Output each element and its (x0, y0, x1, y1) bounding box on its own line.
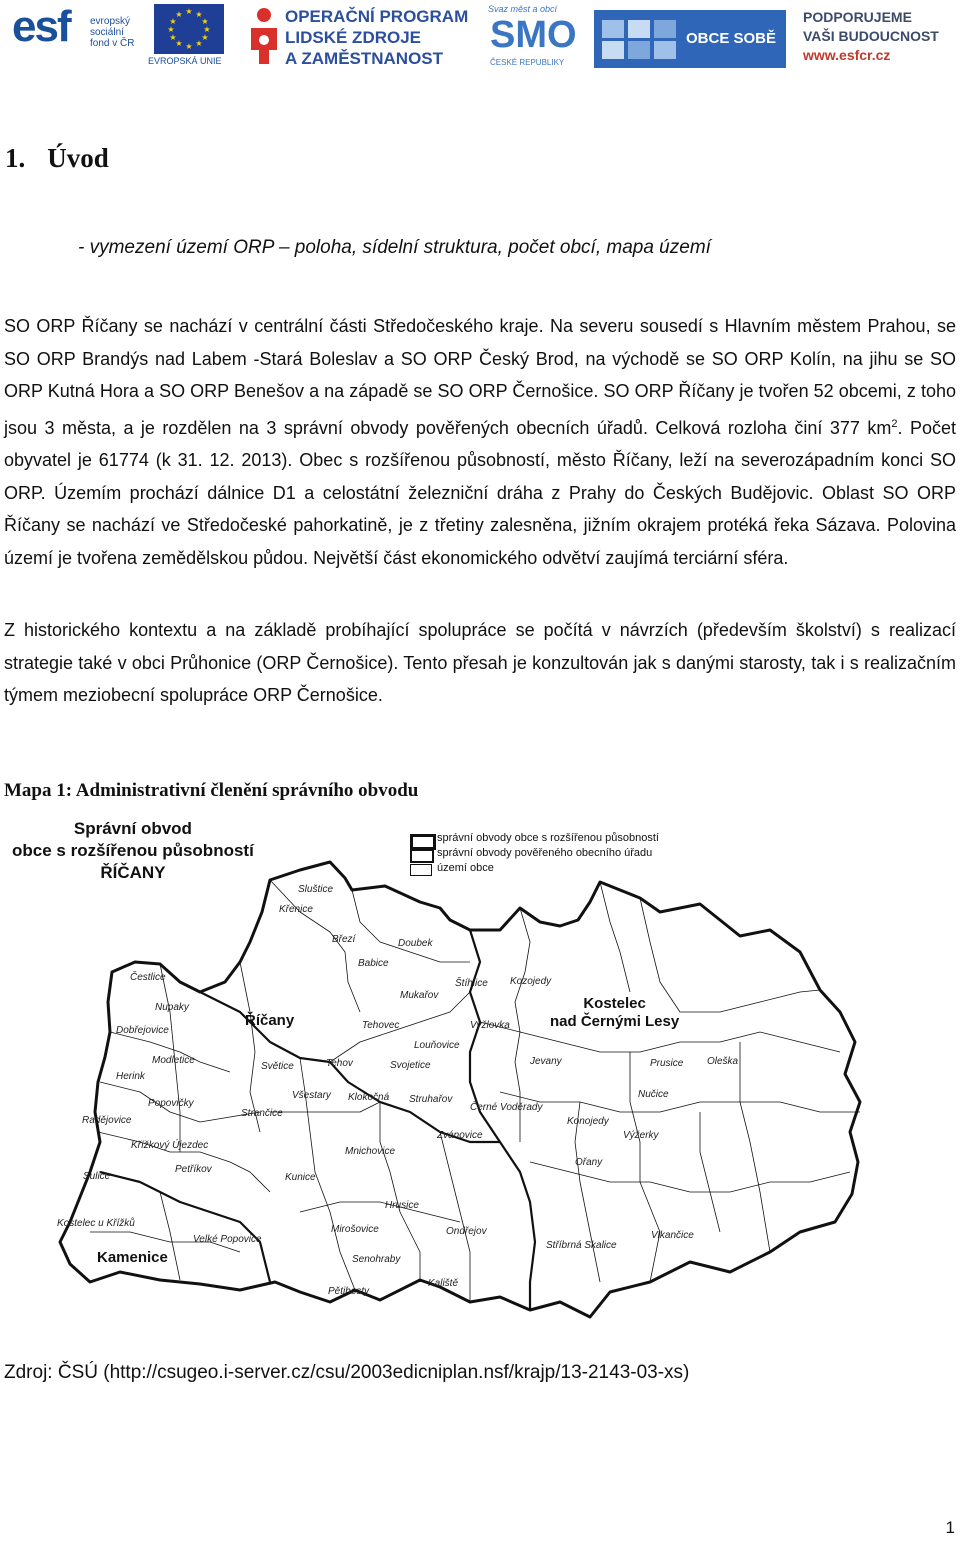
intro-superscript: 2 (891, 417, 898, 430)
municipality-label: Tehovec (362, 1020, 400, 1031)
svg-text:★: ★ (175, 39, 183, 48)
municipality-label: Kunice (285, 1172, 316, 1183)
map-title (12, 818, 254, 884)
podporujeme-logo (803, 8, 953, 68)
svg-text:★: ★ (175, 10, 183, 19)
eu-logo (148, 2, 233, 70)
municipality-label: Ořany (575, 1157, 603, 1168)
eu-label: EVROPSKÁ UNIE (148, 56, 222, 66)
svg-text:★: ★ (195, 39, 203, 48)
legend-swatch (410, 864, 432, 876)
op-line: LIDSKÉ ZDROJE (285, 28, 422, 47)
esf-logo (8, 2, 143, 70)
municipality-label: Mirošovice (331, 1224, 379, 1235)
svg-text:★: ★ (201, 33, 209, 42)
municipality-label: Doubek (398, 938, 433, 949)
municipality-label: Vlkančice (651, 1230, 694, 1241)
municipality-label: Popovičky (148, 1098, 194, 1109)
smo-big: SMO (490, 14, 577, 56)
municipality-label: Nučice (638, 1089, 669, 1100)
municipality-label: Křížkový Újezdec (131, 1140, 209, 1151)
smo-logo (486, 2, 576, 72)
municipality-label: Křenice (279, 904, 313, 915)
municipality-label: Strančice (241, 1108, 283, 1119)
obce-sobe-label: OBCE SOBĚ (686, 30, 777, 47)
municipality-label: Jevany (530, 1056, 562, 1067)
municipality-label: Louňovice (414, 1040, 460, 1051)
municipality-label: Oleška (707, 1056, 739, 1067)
podporujeme-line: PODPORUJEME (803, 9, 912, 25)
municipality-label: Herink (116, 1071, 145, 1082)
municipality-label: Zvánovice (437, 1130, 483, 1141)
kostelec-line: Kostelec (583, 995, 646, 1012)
municipality-label: Světice (261, 1061, 294, 1072)
municipality-label: Tehov (326, 1058, 353, 1069)
map-caption: Mapa 1: Administrativní členění správního obvodu (4, 780, 419, 801)
logo-banner (0, 0, 960, 75)
municipality-label: Čestlice (130, 972, 166, 983)
map-title-line: ŘÍČANY (100, 863, 166, 882)
municipality-label: Modletice (152, 1055, 195, 1066)
municipality-label: Pětihosty (328, 1286, 370, 1297)
op-line: A ZAMĚSTNANOST (285, 49, 444, 68)
obce-sobe-logo (594, 10, 786, 68)
administrative-map (0, 812, 960, 1322)
municipality-label: Hrusice (385, 1200, 419, 1211)
smo-top: Svaz měst a obcí (488, 4, 558, 14)
eu-flag-icon (154, 4, 224, 54)
esf-line: sociální (90, 27, 124, 38)
municipality-label: Struhařov (409, 1094, 453, 1105)
municipality-label: Nupaky (155, 1002, 189, 1013)
town-label-kostelec (550, 995, 679, 1031)
municipality-label: Vyžlovka (470, 1020, 510, 1031)
municipality-label: Štíhlice (455, 978, 488, 989)
municipality-label: Výžerky (623, 1130, 659, 1141)
op-logo (243, 2, 483, 72)
town-label-ricany: Říčany (245, 1012, 295, 1029)
map-title-line: Správní obvod (73, 819, 192, 838)
esfcr-url: www.esfcr.cz (803, 47, 891, 63)
municipality-label: Klokočná (348, 1092, 390, 1103)
svg-text:★: ★ (203, 25, 211, 34)
svg-text:★: ★ (167, 25, 175, 34)
municipality-label: Kozojedy (510, 976, 552, 987)
municipality-label: Konojedy (567, 1116, 609, 1127)
municipality-label: Sluštice (298, 884, 334, 895)
municipality-label: Kostelec u Křížků (57, 1218, 135, 1229)
municipality-label: Dobřejovice (116, 1025, 169, 1036)
smo-sub: ČESKÉ REPUBLIKY (490, 58, 565, 67)
section-title: Úvod (47, 143, 109, 173)
municipality-label: Svojetice (390, 1060, 431, 1071)
puzzle-icon (600, 16, 680, 62)
legend-label: správní obvody pověřeného obecního úřadu (437, 847, 653, 859)
town-label-kamenice: Kamenice (97, 1249, 168, 1266)
intro-paragraph (4, 310, 956, 574)
podporujeme-line: VAŠI BUDOUCNOST (803, 28, 939, 44)
municipality-label: Mukařov (400, 990, 439, 1001)
legend-label: správní obvody obce s rozšířenou působností (437, 832, 659, 844)
municipality-label: Všestary (292, 1090, 331, 1101)
svg-text:★: ★ (169, 33, 177, 42)
municipality-label: Velké Popovice (193, 1234, 262, 1245)
esf-line: evropský (90, 16, 131, 27)
svg-text:★: ★ (201, 17, 209, 26)
municipality-label: Mnichovice (345, 1146, 396, 1157)
municipality-label: Březí (332, 934, 356, 945)
svg-text:★: ★ (185, 42, 193, 51)
svg-text:★: ★ (185, 7, 193, 16)
people-icon (247, 6, 281, 66)
municipality-label: Ondřejov (446, 1226, 487, 1237)
context-paragraph: Z historického kontextu a na základě probíhající spolupráce se počítá v návrzích (především školství) s realizací strategie také v obci Průhonice (ORP Černošice). Tento přesah je konzultován jak s danými starosty, tak i s realizačním týmem meziobecní spolupráce ORP Černošice. (4, 620, 956, 705)
municipality-label: Babice (358, 958, 389, 969)
map-drawing (0, 812, 960, 1322)
source-note: Zdroj: ČSÚ (http://csugeo.i-server.cz/csu/2003edicniplan.nsf/krajp/13-2143-03-xs) (4, 1362, 690, 1383)
svg-text:★: ★ (195, 10, 203, 19)
legend-label: území obce (437, 862, 494, 874)
section-heading (5, 143, 109, 174)
svg-text:★: ★ (169, 17, 177, 26)
section-subtitle: - vymezení území ORP – poloha, sídelní struktura, počet obcí, mapa území (78, 237, 711, 258)
municipality-label: Prusice (650, 1058, 684, 1069)
municipality-label: Sulice (83, 1171, 111, 1182)
municipality-label: Senohraby (352, 1254, 401, 1265)
intro-text-part1: SO ORP Říčany se nachází v centrální části Středočeského kraje. Na severu sousedí s Hlavním městem Prahou, se SO ORP Brandýs nad Labem -Stará Boleslav a SO ORP Český Brod, na východě se SO ORP Kolín, na jihu se SO ORP Kutná Hora a SO ORP Benešov a na západě se SO ORP Černošice. SO ORP Říčany je tvořen 52 obcemi, z toho jsou 3 města, a je rozdělen na 3 správní obvody pověřených obecních úřadů. Celková rozloha činí 377 km (4, 316, 956, 438)
intro-text-part2: . Počet obyvatel je 61774 (k 31. 12. 2013). Obec s rozšířenou působností, město Říčany, leží na severozápadním konci SO ORP. Územím prochází dálnice D1 a celostátní železniční dráha z Prahy do Českých Budějovic. Oblast SO ORP Říčany se nachází ve Středočeské pahorkatině, je z třetiny zalesněna, jižním okrajem protéká řeka Sázava. Polovina území je tvořena zemědělskou půdou. Největší část ekonomického odvětví zaujímá terciární sféra. (4, 417, 956, 568)
legend-swatch (410, 834, 436, 850)
municipality-label: Radějovice (82, 1115, 132, 1126)
map-title-line: obce s rozšířenou působností (12, 841, 254, 860)
municipality-label: Kaliště (428, 1278, 459, 1289)
esf-line: fond v ČR (90, 38, 135, 49)
section-number: 1. (5, 143, 26, 173)
op-line: OPERAČNÍ PROGRAM (285, 7, 469, 26)
municipality-label: Stříbrná Skalice (546, 1240, 617, 1251)
esf-logo-mark: esf (12, 2, 70, 51)
kostelec-line: nad Černými Lesy (550, 1013, 680, 1030)
page-number: 1 (945, 1518, 955, 1537)
municipality-label: Černé Voděrady (470, 1102, 543, 1113)
municipality-label: Petříkov (175, 1164, 212, 1175)
legend-swatch (410, 849, 434, 863)
